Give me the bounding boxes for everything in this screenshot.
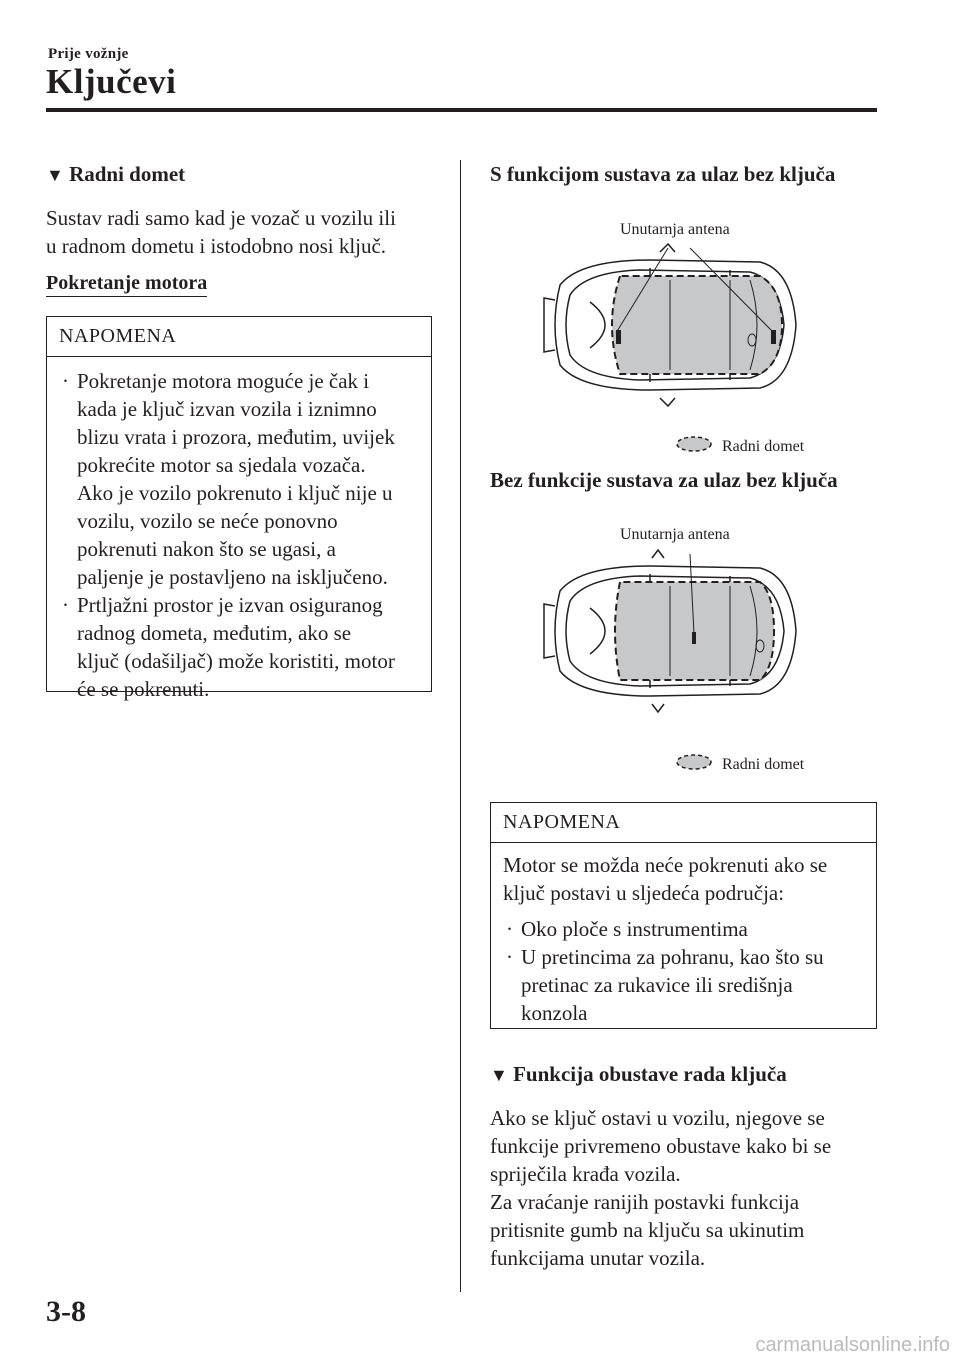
range-legend-icon xyxy=(674,752,714,772)
note-box-left xyxy=(46,316,432,701)
fig1-heading: S funkcijom sustava za ulaz bez ključa xyxy=(490,162,836,186)
note-text: Motor se možda neće pokrenuti ako se ključ postavi u sljedeća područja: xyxy=(503,853,828,905)
note-box-right xyxy=(490,802,877,1029)
fig2-heading: Bez funkcije sustava za ulaz bez ključa xyxy=(490,468,838,492)
range-legend-icon xyxy=(674,434,714,454)
suspend-paragraph: Ako se ključ ostavi u vozilu, njegove se funkcije privremeno obustave kako bi se spriječila krađa vozila. Za vraćanje ranijih postavki funkcija pritisnite gumb na ključu sa ukinutim funkcijama unutar vozila. xyxy=(490,1106,832,1270)
note-bullet: · Pokretanje motora moguće je čak i kada je ključ izvan vozila i iznimno blizu vrata i prozora, međutim, uvijek pokrećite motor sa sjedala vozača. Ako je vozilo pokrenuto i ključ nije u vozilu, vozilo se neće ponovno pokrenuti nakon što se ugasi, a paljenje je postavljeno na isključeno. xyxy=(47,367,431,591)
note-bullet: · Prtljažni prostor je izvan osiguranog radnog dometa, međutim, ako se ključ (odašiljač) može koristiti, motor će se pokrenuti. xyxy=(47,591,431,703)
triangle-down-icon: ▼ xyxy=(46,165,64,185)
subheading-pokretanje: Pokretanje motora xyxy=(46,272,207,295)
page-number: 3-8 xyxy=(46,1295,86,1328)
header-rule xyxy=(46,108,877,112)
car-diagram-keyless xyxy=(530,240,810,410)
note-bullet: · Oko ploče s instrumentima xyxy=(491,915,876,943)
column-divider xyxy=(460,160,461,1292)
intro-paragraph: Sustav radi samo kad je vozač u vozilu ili u radnom dometu i istodobno nosi ključ. xyxy=(46,206,396,258)
fig2-range-label: Radni domet xyxy=(722,756,805,773)
note-title: NAPOMENA xyxy=(47,317,431,357)
note-bullet: · U pretincima za pohranu, kao što su pretinac za rukavice ili središnja konzola xyxy=(491,943,876,1027)
car-diagram-no-keyless xyxy=(530,546,810,716)
note-bullets xyxy=(491,907,876,1027)
watermark: carmanualsonline.info xyxy=(755,1334,950,1356)
fig1-antenna-label: Unutarnja antena xyxy=(620,221,730,238)
note-title: NAPOMENA xyxy=(491,803,876,843)
section-label: Prije vožnje xyxy=(48,46,129,62)
fig1-range-label: Radni domet xyxy=(722,438,805,455)
note-body xyxy=(47,357,431,703)
heading-obustava: ▼ Funkcija obustave rada ključa xyxy=(490,1062,787,1086)
fig2-antenna-label: Unutarnja antena xyxy=(620,526,730,543)
page-title: Ključevi xyxy=(46,62,177,101)
heading-radni-domet: ▼ Radni domet xyxy=(46,162,186,186)
triangle-down-icon: ▼ xyxy=(490,1065,508,1085)
